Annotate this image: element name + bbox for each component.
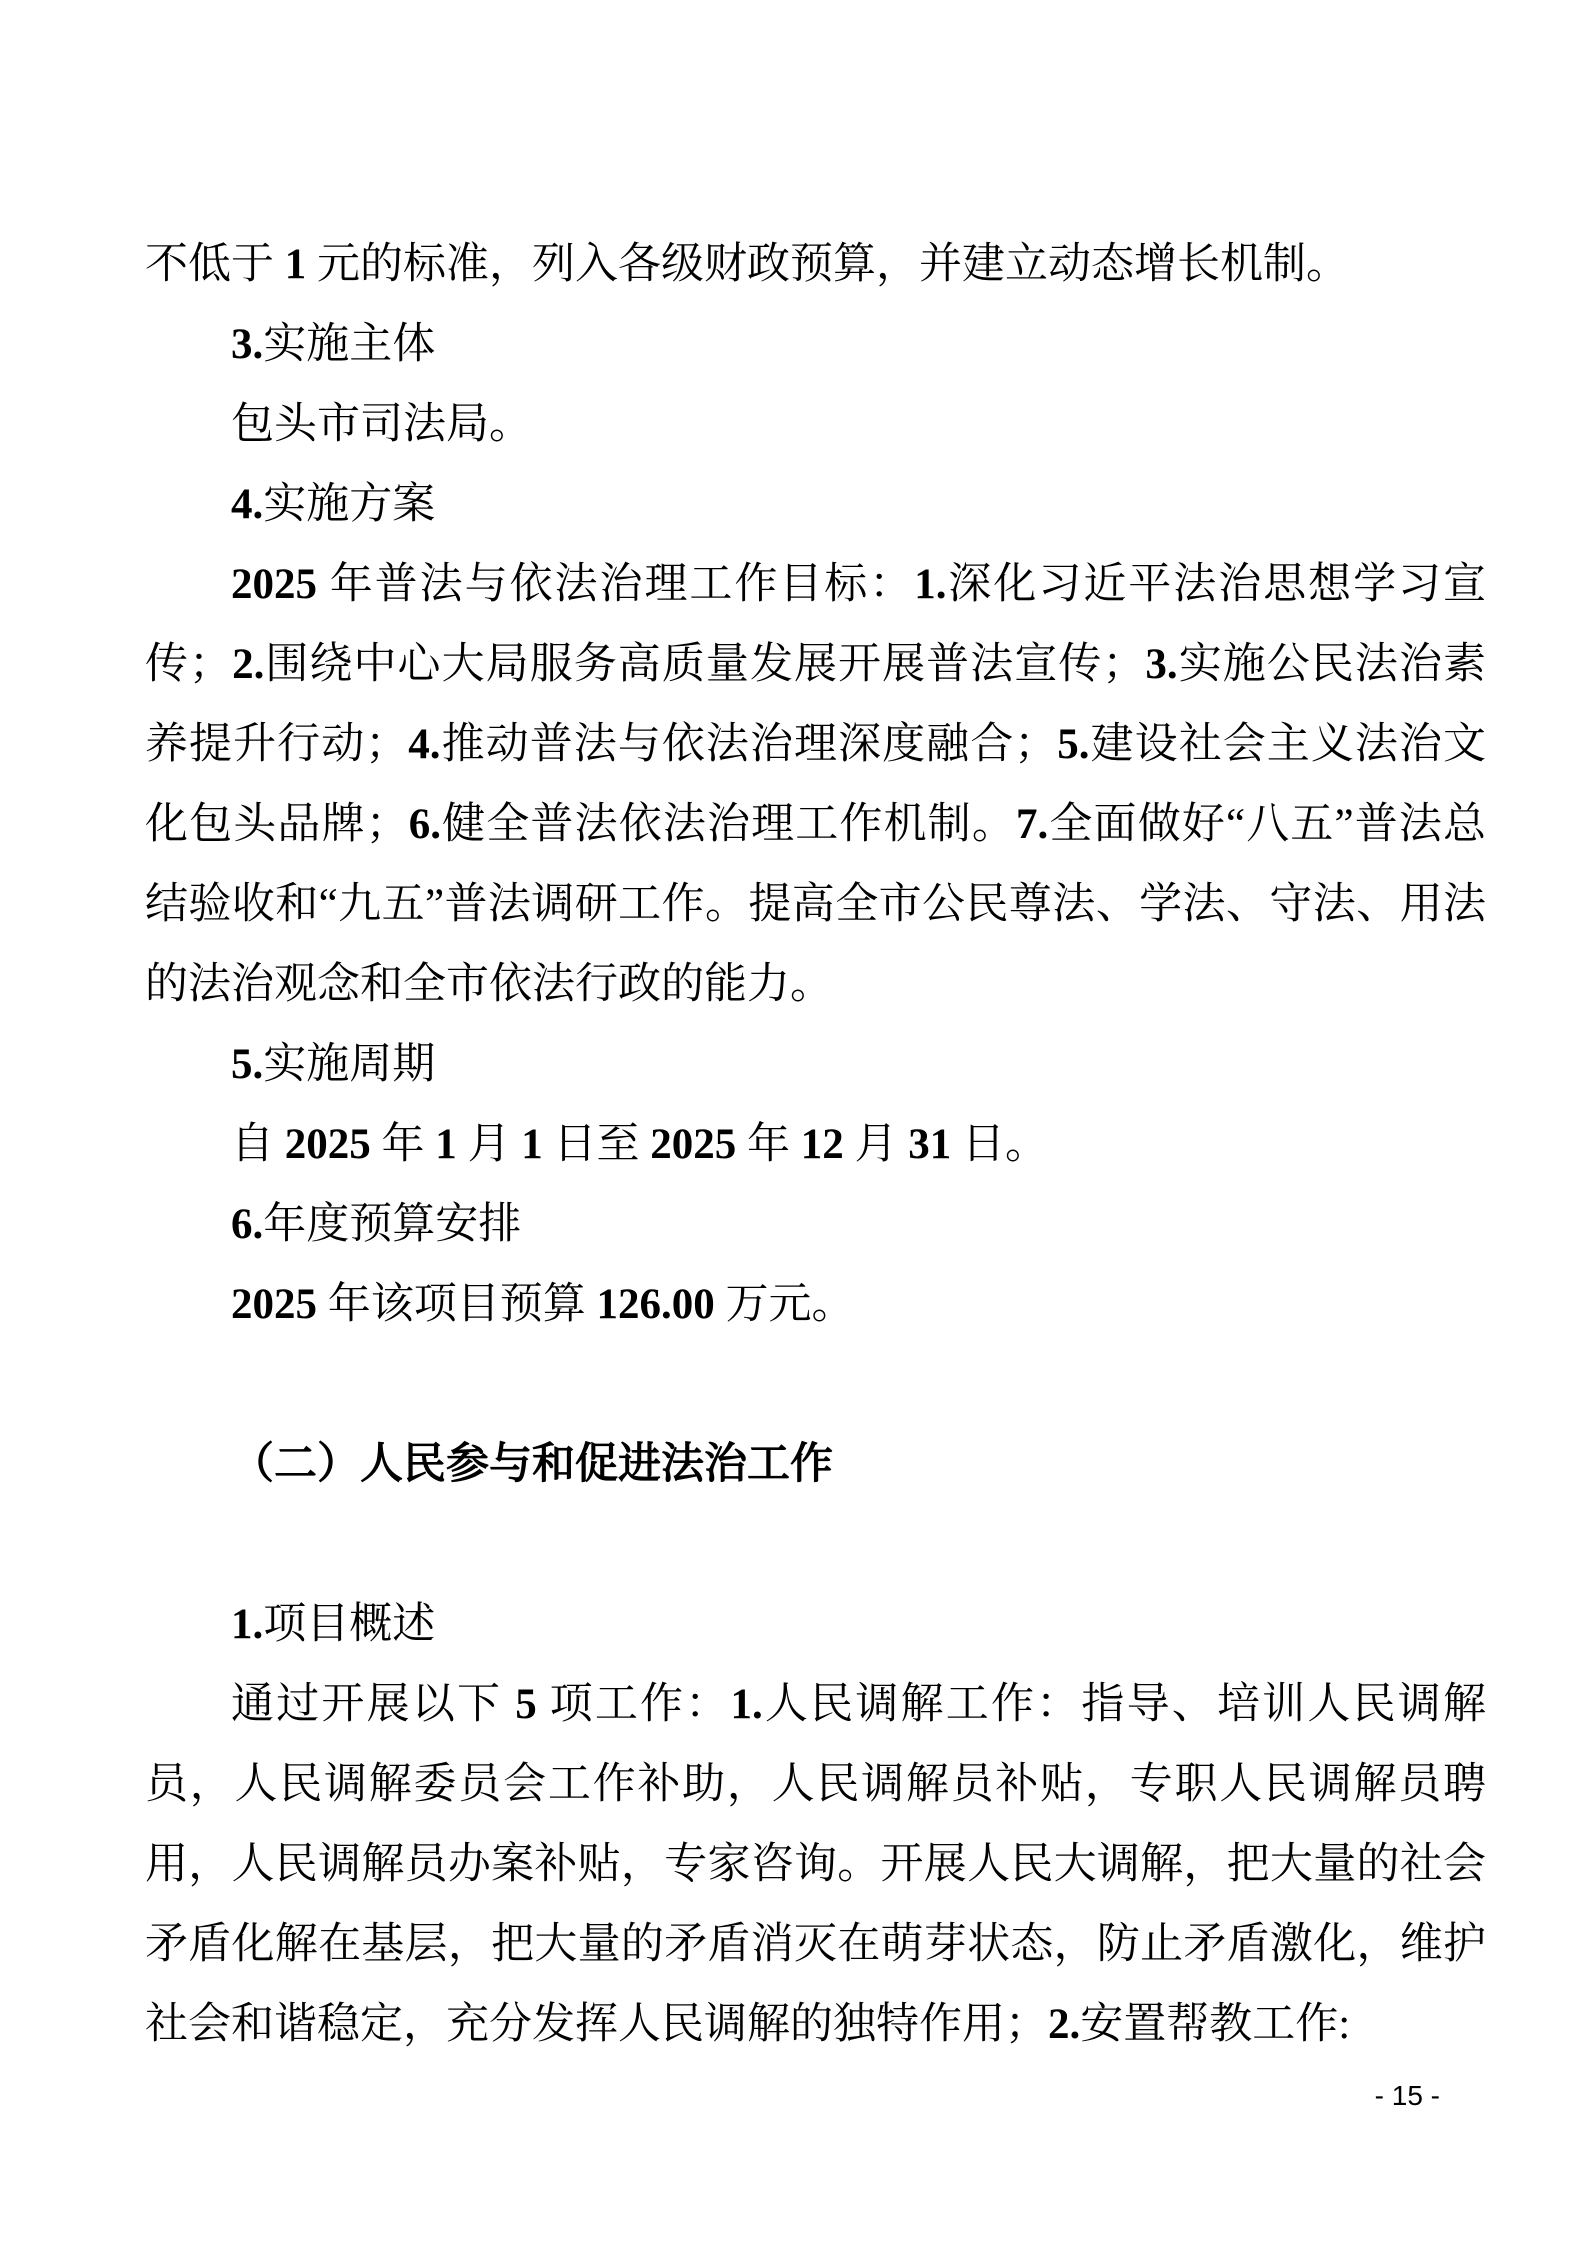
text-content — [145, 225, 1486, 2065]
paragraph-annual-budget-title: 6.年度预算安排 — [231, 1201, 522, 1248]
paragraph-implementation-period: 自 2025 年 1 月 1 日至 2025 年 12 月 31 日。 — [231, 1121, 1048, 1168]
section-heading: （二）人民参与和促进法治工作 — [231, 1441, 833, 1488]
paragraph-budget-standard-continuation: 不低于 1 元的标准，列入各级财政预算，并建立动态增长机制。 — [145, 241, 1349, 288]
paragraph-project-overview-title: 1.项目概述 — [231, 1601, 436, 1648]
paragraph-implementation-body: 包头市司法局。 — [231, 401, 532, 448]
paragraph-annual-budget: 2025 年该项目预算 126.00 万元。 — [231, 1281, 855, 1328]
paragraph-project-overview: 通过开展以下 5 项工作：1.人民调解工作：指导、培训人民调解员，人民调解委员会工作补助，人民调解员补贴，专职人民调解员聘用，人民调解员办案补贴，专家咨询。开展人民大调解，把大量的社会矛盾化解在基层，把大量的矛盾消灭在萌芽状态，防止矛盾激化，维护社会和谐稳定，充分发挥人民调解的独特作用；2.安置帮教工作: — [145, 1681, 1487, 2048]
paragraph-implementation-period-title: 5.实施周期 — [231, 1041, 436, 1088]
page-number: - 15 - — [1374, 2080, 1440, 2111]
paragraph-implementation-plan: 2025 年普法与依法治理工作目标：1.深化习近平法治思想学习宣传；2.围绕中心大局服务高质量发展开展普法宣传；3.实施公民法治素养提升行动；4.推动普法与依法治理深度融合；5.建设社会主义法治文化包头品牌；6.健全普法依法治理工作机制。7.全面做好“八五”普法总结验收和“九五”普法调研工作。提高全市公民尊法、学法、守法、用法的法治观念和全市依法行政的能力。 — [145, 561, 1487, 1008]
paragraph-implementation-plan-title: 4.实施方案 — [231, 481, 436, 528]
paragraph-implementation-body-title: 3.实施主体 — [231, 321, 436, 368]
